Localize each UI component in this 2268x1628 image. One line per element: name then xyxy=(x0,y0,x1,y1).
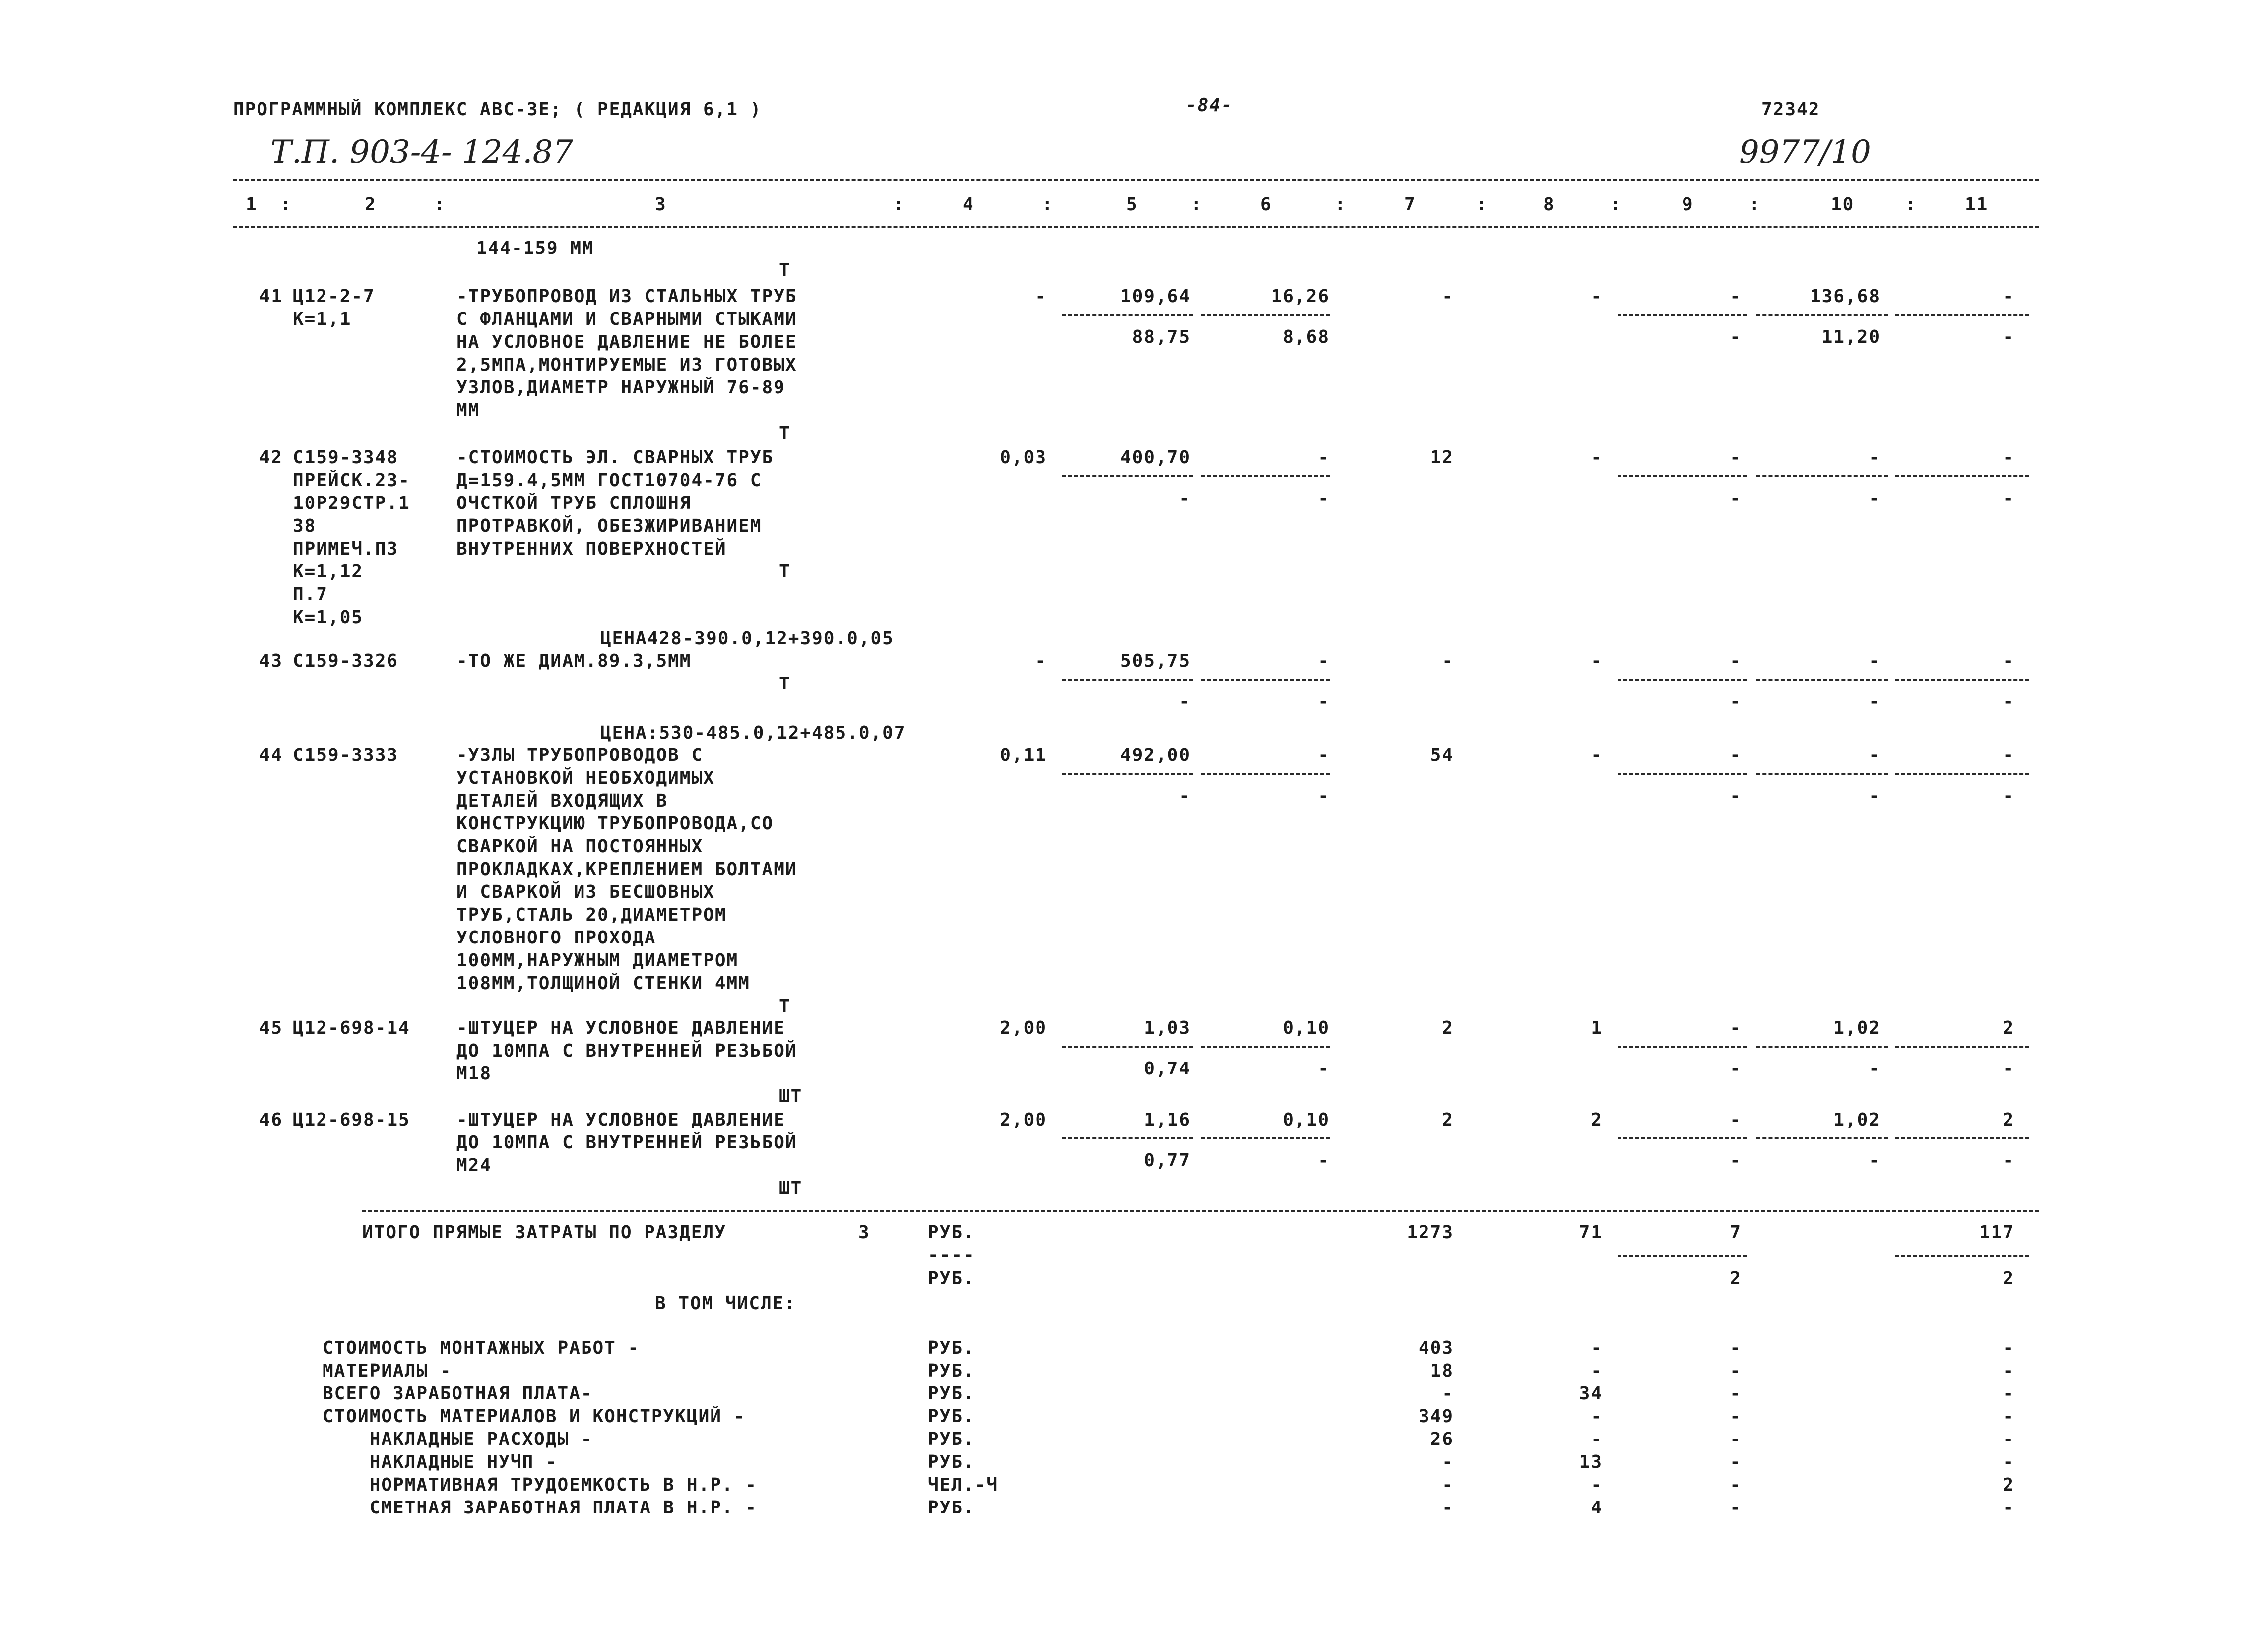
rate-code: ПРИМЕЧ.П3 xyxy=(293,539,399,559)
value-c9: - xyxy=(1730,447,1742,468)
value-c5: 1,03 xyxy=(1144,1018,1191,1038)
col5-rule xyxy=(1062,314,1193,316)
value-c6: - xyxy=(1318,447,1330,468)
value-c11: 2 xyxy=(2003,1018,2014,1038)
value-c6: - xyxy=(1318,745,1330,765)
unit-of-measure: ШТ xyxy=(779,1086,803,1107)
value-c5b: 0,74 xyxy=(1144,1059,1191,1079)
totals-unit-dash: ---- xyxy=(928,1245,975,1265)
value-c11b: - xyxy=(2003,786,2014,806)
rate-code: С159-3326 xyxy=(293,651,399,671)
value-c11: 2 xyxy=(2003,1110,2014,1130)
value-c8: - xyxy=(1591,447,1603,468)
totals-label: ИТОГО ПРЯМЫЕ ЗАТРАТЫ ПО РАЗДЕЛУ xyxy=(362,1222,726,1243)
value-c5b: - xyxy=(1179,488,1191,508)
value-c6: 16,26 xyxy=(1271,286,1330,307)
rate-code: К=1,1 xyxy=(293,309,352,329)
col9-rule xyxy=(1618,314,1747,316)
col5-rule xyxy=(1062,1046,1193,1048)
breakdown-col7: 26 xyxy=(1430,1429,1454,1449)
row-number: 41 xyxy=(259,286,283,307)
column-number: : xyxy=(1042,194,1054,215)
column-number: 4 xyxy=(963,194,974,215)
breakdown-col8: - xyxy=(1591,1338,1603,1358)
breakdown-col7: 349 xyxy=(1418,1406,1454,1427)
value-c9b: - xyxy=(1730,691,1742,712)
column-number: 2 xyxy=(365,194,377,215)
work-description: -УЗЛЫ ТРУБОПРОВОДОВ С xyxy=(456,745,704,765)
work-description: ТРУБ,СТАЛЬ 20,ДИАМЕТРОМ xyxy=(456,905,727,925)
value-c4: 0,03 xyxy=(1000,447,1047,468)
value-c9: - xyxy=(1730,1018,1742,1038)
value-c5b: - xyxy=(1179,691,1191,712)
col10-rule xyxy=(1756,1046,1888,1048)
value-c7: 54 xyxy=(1430,745,1454,765)
column-number: : xyxy=(280,194,292,215)
totals-col7: 1273 xyxy=(1407,1222,1454,1243)
document-code: 72342 xyxy=(1761,99,1820,120)
rate-code: С159-3333 xyxy=(293,745,399,765)
breakdown-col11: - xyxy=(2003,1383,2014,1404)
program-header: ПРОГРАММНЫЙ КОМПЛЕКС АВС-ЗЕ; ( РЕДАКЦИЯ 6,1 ) xyxy=(233,99,762,120)
work-description: Д=159.4,5ММ ГОСТ10704-76 С xyxy=(456,470,762,491)
value-c5: 400,70 xyxy=(1120,447,1191,468)
row-number: 42 xyxy=(259,447,283,468)
value-c7: 2 xyxy=(1442,1110,1454,1130)
breakdown-col9: - xyxy=(1730,1475,1742,1495)
value-c6b: - xyxy=(1318,786,1330,806)
work-description: НА УСЛОВНОЕ ДАВЛЕНИЕ НЕ БОЛЕЕ xyxy=(456,332,797,352)
value-c10b: - xyxy=(1869,786,1880,806)
work-description: УЗЛОВ,ДИАМЕТР НАРУЖНЫЙ 76-89 xyxy=(456,377,785,398)
col6-rule xyxy=(1201,1137,1330,1139)
value-c6b: - xyxy=(1318,1150,1330,1171)
header-rule-bottom xyxy=(233,226,2039,228)
breakdown-unit: РУБ. xyxy=(928,1429,975,1449)
value-c5: 109,64 xyxy=(1120,286,1191,307)
value-c10: - xyxy=(1869,447,1880,468)
work-description: ВНУТРЕННИХ ПОВЕРХНОСТЕЙ xyxy=(456,539,727,559)
row-number: 45 xyxy=(259,1018,283,1038)
value-c10: 1,02 xyxy=(1833,1018,1880,1038)
totals-unit-2: РУБ. xyxy=(928,1268,975,1289)
breakdown-col8: 4 xyxy=(1591,1498,1603,1518)
column-number: : xyxy=(1191,194,1203,215)
value-c9: - xyxy=(1730,651,1742,671)
price-note: ЦЕНА:530-485.0,12+485.0,07 xyxy=(600,723,906,743)
work-description: ПРОТРАВКОЙ, ОБЕЗЖИРИВАНИЕМ xyxy=(456,516,762,536)
totals-unit: РУБ. xyxy=(928,1222,975,1243)
col5-rule xyxy=(1062,773,1193,775)
work-description: С ФЛАНЦАМИ И СВАРНЫМИ СТЫКАМИ xyxy=(456,309,797,329)
totals-section: 3 xyxy=(858,1222,870,1243)
price-note: ЦЕНА428-390.0,12+390.0,05 xyxy=(600,628,894,649)
breakdown-col8: - xyxy=(1591,1361,1603,1381)
totals-col11-rule xyxy=(1895,1255,2029,1257)
breakdown-col9: - xyxy=(1730,1429,1742,1449)
col5-rule xyxy=(1062,679,1193,681)
header-rule-top xyxy=(233,179,2039,181)
column-number: 5 xyxy=(1126,194,1138,215)
value-c9: - xyxy=(1730,745,1742,765)
breakdown-col8: 34 xyxy=(1579,1383,1603,1404)
work-description: СВАРКОЙ НА ПОСТОЯННЫХ xyxy=(456,836,704,857)
page-mark: -84- xyxy=(1186,95,1233,116)
value-c9b: - xyxy=(1730,786,1742,806)
unit-of-measure: Т xyxy=(779,674,791,694)
rate-code: 38 xyxy=(293,516,317,536)
value-c9: - xyxy=(1730,286,1742,307)
work-description: ОЧСТКОЙ ТРУБ СПЛОШНЯ xyxy=(456,493,692,513)
value-c8: 2 xyxy=(1591,1110,1603,1130)
breakdown-label: НАКЛАДНЫЕ НУЧП - xyxy=(323,1452,558,1472)
value-c8: - xyxy=(1591,286,1603,307)
col5-rule xyxy=(1062,1137,1193,1139)
value-c11: - xyxy=(2003,286,2014,307)
work-description: -ТО ЖЕ ДИАМ.89.3,5ММ xyxy=(456,651,692,671)
value-c6: 0,10 xyxy=(1283,1018,1330,1038)
breakdown-label: СТОИМОСТЬ МОНТАЖНЫХ РАБОТ - xyxy=(323,1338,640,1358)
value-c9b: - xyxy=(1730,1059,1742,1079)
column-number: : xyxy=(1610,194,1622,215)
rate-code: Ц12-2-7 xyxy=(293,286,375,307)
carry-over-unit: Т xyxy=(779,260,791,280)
value-c11b: - xyxy=(2003,1059,2014,1079)
column-number: 9 xyxy=(1682,194,1694,215)
work-description: -ТРУБОПРОВОД ИЗ СТАЛЬНЫХ ТРУБ xyxy=(456,286,797,307)
value-c9b: - xyxy=(1730,488,1742,508)
col11-rule xyxy=(1895,773,2029,775)
rate-code: С159-3348 xyxy=(293,447,399,468)
col6-rule xyxy=(1201,314,1330,316)
totals-col8: 71 xyxy=(1579,1222,1603,1243)
breakdown-col9: - xyxy=(1730,1361,1742,1381)
unit-of-measure: Т xyxy=(779,996,791,1016)
col10-rule xyxy=(1756,314,1888,316)
col11-rule xyxy=(1895,1046,2029,1048)
work-description: ПРОКЛАДКАХ,КРЕПЛЕНИЕМ БОЛТАМИ xyxy=(456,859,797,879)
value-c5b: 88,75 xyxy=(1132,327,1191,347)
value-c7: - xyxy=(1442,286,1454,307)
rate-code: П.7 xyxy=(293,584,328,605)
work-description: ДО 10МПА С ВНУТРЕННЕЙ РЕЗЬБОЙ xyxy=(456,1041,797,1061)
col5-rule xyxy=(1062,475,1193,477)
breakdown-col7: - xyxy=(1442,1475,1454,1495)
value-c6b: - xyxy=(1318,1059,1330,1079)
totals-col11: 117 xyxy=(1979,1222,2014,1243)
including-label: В ТОМ ЧИСЛЕ: xyxy=(655,1293,796,1314)
work-description: ДО 10МПА С ВНУТРЕННЕЙ РЕЗЬБОЙ xyxy=(456,1132,797,1153)
breakdown-label: МАТЕРИАЛЫ - xyxy=(323,1361,452,1381)
column-number: 8 xyxy=(1543,194,1555,215)
col6-rule xyxy=(1201,1046,1330,1048)
totals-rule xyxy=(362,1210,2039,1212)
work-description: М18 xyxy=(456,1064,492,1084)
breakdown-col9: - xyxy=(1730,1383,1742,1404)
work-description: ДЕТАЛЕЙ ВХОДЯЩИХ В xyxy=(456,791,668,811)
value-c6: 0,10 xyxy=(1283,1110,1330,1130)
rate-code: Ц12-698-15 xyxy=(293,1110,410,1130)
breakdown-col7: - xyxy=(1442,1383,1454,1404)
project-number: Т.П. 903-4- 124.87 xyxy=(270,134,573,171)
col9-rule xyxy=(1618,1137,1747,1139)
col9-rule xyxy=(1618,1046,1747,1048)
row-number: 43 xyxy=(259,651,283,671)
rate-code: Ц12-698-14 xyxy=(293,1018,410,1038)
col6-rule xyxy=(1201,773,1330,775)
value-c6: - xyxy=(1318,651,1330,671)
value-c11: - xyxy=(2003,447,2014,468)
breakdown-label: НОРМАТИВНАЯ ТРУДОЕМКОСТЬ В Н.Р. - xyxy=(323,1475,757,1495)
breakdown-label: СТОИМОСТЬ МАТЕРИАЛОВ И КОНСТРУКЦИЙ - xyxy=(323,1406,746,1427)
column-number: 10 xyxy=(1831,194,1855,215)
value-c11b: - xyxy=(2003,488,2014,508)
value-c10: 136,68 xyxy=(1810,286,1880,307)
breakdown-col8: - xyxy=(1591,1406,1603,1427)
value-c10b: - xyxy=(1869,488,1880,508)
value-c4: - xyxy=(1035,286,1047,307)
work-description: -СТОИМОСТЬ ЭЛ. СВАРНЫХ ТРУБ xyxy=(456,447,774,468)
value-c10: 1,02 xyxy=(1833,1110,1880,1130)
breakdown-col7: - xyxy=(1442,1498,1454,1518)
column-number: : xyxy=(893,194,905,215)
carry-over-text: 144-159 ММ xyxy=(476,238,594,258)
column-number: : xyxy=(434,194,446,215)
column-number: : xyxy=(1905,194,1917,215)
value-c8: - xyxy=(1591,745,1603,765)
breakdown-unit: РУБ. xyxy=(928,1452,975,1472)
col6-rule xyxy=(1201,679,1330,681)
value-c5: 1,16 xyxy=(1144,1110,1191,1130)
work-description: М24 xyxy=(456,1155,492,1176)
value-c11: - xyxy=(2003,745,2014,765)
col11-rule xyxy=(1895,679,2029,681)
work-description: ММ xyxy=(456,400,480,421)
col10-rule xyxy=(1756,773,1888,775)
breakdown-unit: РУБ. xyxy=(928,1383,975,1404)
breakdown-col9: - xyxy=(1730,1498,1742,1518)
value-c11b: - xyxy=(2003,327,2014,347)
column-number: 3 xyxy=(655,194,667,215)
work-description: И СВАРКОЙ ИЗ БЕСШОВНЫХ xyxy=(456,882,715,902)
value-c6b: - xyxy=(1318,488,1330,508)
breakdown-col9: - xyxy=(1730,1406,1742,1427)
column-number: 1 xyxy=(246,194,258,215)
totals-col9-rule xyxy=(1618,1255,1747,1257)
breakdown-col11: - xyxy=(2003,1338,2014,1358)
breakdown-col9: - xyxy=(1730,1338,1742,1358)
breakdown-label: СМЕТНАЯ ЗАРАБОТНАЯ ПЛАТА В Н.Р. - xyxy=(323,1498,757,1518)
work-description: УСТАНОВКОЙ НЕОБХОДИМЫХ xyxy=(456,768,715,788)
value-c7: 2 xyxy=(1442,1018,1454,1038)
value-c4: - xyxy=(1035,651,1047,671)
breakdown-label: НАКЛАДНЫЕ РАСХОДЫ - xyxy=(323,1429,593,1449)
breakdown-col8: - xyxy=(1591,1475,1603,1495)
unit-of-measure: Т xyxy=(779,562,791,582)
work-description: 2,5МПА,МОНТИРУЕМЫЕ ИЗ ГОТОВЫХ xyxy=(456,355,797,375)
column-number: : xyxy=(1335,194,1347,215)
work-description: КОНСТРУКЦИЮ ТРУБОПРОВОДА,СО xyxy=(456,814,774,834)
value-c10b: 11,20 xyxy=(1821,327,1880,347)
col11-rule xyxy=(1895,1137,2029,1139)
col11-rule xyxy=(1895,314,2029,316)
col10-rule xyxy=(1756,475,1888,477)
value-c11b: - xyxy=(2003,691,2014,712)
value-c9b: - xyxy=(1730,327,1742,347)
value-c10: - xyxy=(1869,745,1880,765)
column-number: : xyxy=(1749,194,1761,215)
breakdown-col11: - xyxy=(2003,1452,2014,1472)
breakdown-col11: - xyxy=(2003,1498,2014,1518)
column-number: 7 xyxy=(1404,194,1416,215)
value-c10b: - xyxy=(1869,691,1880,712)
value-c6b: 8,68 xyxy=(1283,327,1330,347)
breakdown-col11: - xyxy=(2003,1361,2014,1381)
breakdown-unit: РУБ. xyxy=(928,1406,975,1427)
rate-code: 10Р29СТР.1 xyxy=(293,493,410,513)
work-description: -ШТУЦЕР НА УСЛОВНОЕ ДАВЛЕНИЕ xyxy=(456,1110,785,1130)
value-c7: 12 xyxy=(1430,447,1454,468)
value-c10: - xyxy=(1869,651,1880,671)
breakdown-unit: ЧЕЛ.-Ч xyxy=(928,1475,999,1495)
column-number: 6 xyxy=(1260,194,1272,215)
value-c4: 2,00 xyxy=(1000,1110,1047,1130)
totals-col11-b: 2 xyxy=(2003,1268,2014,1289)
work-description: 100ММ,НАРУЖНЫМ ДИАМЕТРОМ xyxy=(456,950,739,971)
col9-rule xyxy=(1618,475,1747,477)
value-c10b: - xyxy=(1869,1150,1880,1171)
breakdown-unit: РУБ. xyxy=(928,1498,975,1518)
value-c11: - xyxy=(2003,651,2014,671)
work-description: УСЛОВНОГО ПРОХОДА xyxy=(456,928,656,948)
col9-rule xyxy=(1618,773,1747,775)
col10-rule xyxy=(1756,679,1888,681)
value-c5b: - xyxy=(1179,786,1191,806)
work-description: 108ММ,ТОЛЩИНОЙ СТЕНКИ 4ММ xyxy=(456,973,750,994)
col11-rule xyxy=(1895,475,2029,477)
value-c8: 1 xyxy=(1591,1018,1603,1038)
value-c8: - xyxy=(1591,651,1603,671)
value-c10b: - xyxy=(1869,1059,1880,1079)
value-c5: 492,00 xyxy=(1120,745,1191,765)
col10-rule xyxy=(1756,1137,1888,1139)
value-c6b: - xyxy=(1318,691,1330,712)
sheet-number: 9977/10 xyxy=(1739,134,1871,171)
unit-of-measure: ШТ xyxy=(779,1178,803,1198)
breakdown-col7: - xyxy=(1442,1452,1454,1472)
rate-code: ПРЕЙСК.23- xyxy=(293,470,410,491)
breakdown-label: ВСЕГО ЗАРАБОТНАЯ ПЛАТА- xyxy=(323,1383,593,1404)
column-number: 11 xyxy=(1965,194,1989,215)
work-description: -ШТУЦЕР НА УСЛОВНОЕ ДАВЛЕНИЕ xyxy=(456,1018,785,1038)
totals-col9: 7 xyxy=(1730,1222,1742,1243)
breakdown-col7: 18 xyxy=(1430,1361,1454,1381)
value-c4: 2,00 xyxy=(1000,1018,1047,1038)
col6-rule xyxy=(1201,475,1330,477)
breakdown-col11: - xyxy=(2003,1429,2014,1449)
totals-col9-b: 2 xyxy=(1730,1268,1742,1289)
value-c4: 0,11 xyxy=(1000,745,1047,765)
rate-code: К=1,05 xyxy=(293,607,364,627)
value-c9b: - xyxy=(1730,1150,1742,1171)
value-c5: 505,75 xyxy=(1120,651,1191,671)
breakdown-col8: 13 xyxy=(1579,1452,1603,1472)
breakdown-col8: - xyxy=(1591,1429,1603,1449)
breakdown-col11: 2 xyxy=(2003,1475,2014,1495)
breakdown-col7: 403 xyxy=(1418,1338,1454,1358)
column-number: : xyxy=(1476,194,1488,215)
value-c9: - xyxy=(1730,1110,1742,1130)
value-c5b: 0,77 xyxy=(1144,1150,1191,1171)
breakdown-col11: - xyxy=(2003,1406,2014,1427)
breakdown-unit: РУБ. xyxy=(928,1361,975,1381)
rate-code: К=1,12 xyxy=(293,562,364,582)
col9-rule xyxy=(1618,679,1747,681)
breakdown-col9: - xyxy=(1730,1452,1742,1472)
unit-of-measure: Т xyxy=(779,423,791,443)
breakdown-unit: РУБ. xyxy=(928,1338,975,1358)
row-number: 44 xyxy=(259,745,283,765)
value-c11b: - xyxy=(2003,1150,2014,1171)
row-number: 46 xyxy=(259,1110,283,1130)
value-c7: - xyxy=(1442,651,1454,671)
